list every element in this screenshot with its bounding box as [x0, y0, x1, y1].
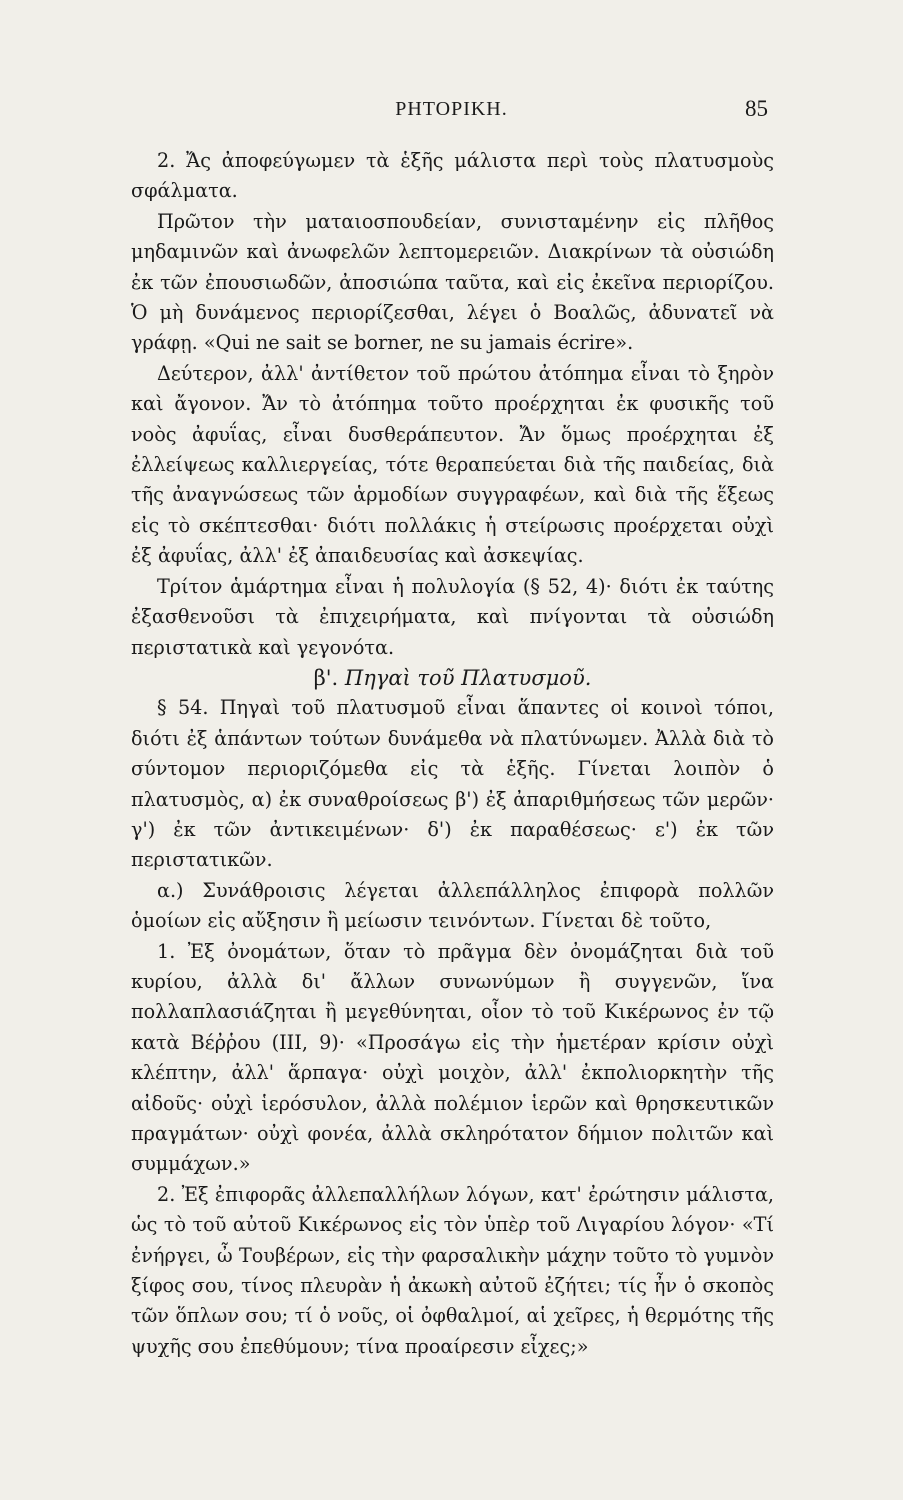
section-heading [131, 663, 774, 693]
page-number: 85 [745, 96, 768, 121]
paragraph: 2. Ἐξ ἐπιφορᾶς ἀλλεπαλλήλων λόγων, κατ' ἐρώτησιν μάλιστα, ὡς τὸ τοῦ αὐτοῦ Κικέρωνος εἰς τὸν ὑπὲρ τοῦ Λιγαρίου λόγον· «Τί ἐνήργει, ὦ Τουβέρων, εἰς τὴν φαρσαλικὴν μάχην τοῦτο τὸ γυμνὸν ξίφος σου, τίνος πλευρὰν ἡ ἀκωκὴ αὐτοῦ ἐζήτει; τίς ἦν ὁ σκοπὸς τῶν ὅπλων σου; τί ὁ νοῦς, οἱ ὀφθαλμοί, αἱ χεῖρες, ἡ θερμότης τῆς ψυχῆς σου ἐπεθύμουν; τίνα προαίρεσιν εἶχες;» [131, 1182, 774, 1358]
paragraph: Πρῶτον τὴν ματαιοσπουδείαν, συνισταμένην εἰς πλῆθος μηδαμινῶν καὶ ἀνωφελῶν λεπτομερειῶν. Διακρίνων τὰ οὐσιώδη ἐκ τῶν ἐπουσιωδῶν, ἀποσιώπα ταῦτα, καὶ εἰς ἐκεῖνα περιορίζου. Ὁ μὴ δυνάμενος περιορίζεσθαι, λέγει ὁ Βοαλῶς, ἀδυνατεῖ νὰ γράφῃ. «Qui ne sait se borner, ne su jamais écrire». [131, 209, 774, 355]
running-title: ΡΗΤΟΡΙΚΗ. [395, 98, 508, 120]
body-text [131, 146, 774, 1362]
section-title: Πηγαὶ τοῦ Πλατυσμοῦ. [344, 665, 592, 690]
paragraph: Δεύτερον, ἀλλ' ἀντίθετον τοῦ πρώτου ἀτόπημα εἶναι τὸ ξηρὸν καὶ ἄγονον. Ἄν τὸ ἀτόπημα τοῦτο προέρχηται ἐκ φυσικῆς τοῦ νοὸς ἀφυΐας, εἶναι δυσθεράπευτον. Ἄν ὅμως προέρχηται ἐξ ἐλλείψεως καλλιεργείας, τότε θεραπεύεται διὰ τῆς παιδείας, διὰ τῆς ἀναγνώσεως τῶν ἁρμοδίων συγγραφέων, καὶ διὰ τῆς ἕξεως εἰς τὸ σκέπτεσθαι· διότι πολλάκις ἡ στείρωσις προέρχεται οὐχὶ ἐξ ἀφυΐας, ἀλλ' ἐξ ἀπαιδευσίας καὶ ἀσκεψίας. [131, 361, 774, 568]
paragraph: 1. Ἐξ ὀνομάτων, ὅταν τὸ πρᾶγμα δὲν ὀνομάζηται διὰ τοῦ κυρίου, ἀλλὰ δι' ἄλλων συνωνύμων ἢ συγγενῶν, ἵνα πολλαπλασιάζηται ἢ μεγεθύνηται, οἷον τὸ τοῦ Κικέρωνος ἐν τῷ κατὰ Βέῤῥου (III, 9)· «Προσάγω εἰς τὴν ἡμετέραν κρίσιν οὐχὶ κλέπτην, ἀλλ' ἅρπαγα· οὐχὶ μοιχὸν, ἀλλ' ἐκπολιορκητὴν τῆς αἰδοῦς· οὐχὶ ἱερόσυλον, ἀλλὰ πολέμιον ἱερῶν καὶ θρησκευτικῶν πραγμάτων· οὐχὶ φονέα, ἀλλὰ σκληρότατον δήμιον πολιτῶν καὶ συμμάχων.» [131, 939, 774, 1176]
paragraph: Τρίτον ἁμάρτημα εἶναι ἡ πολυλογία (§ 52, 4)· διότι ἐκ ταύτης ἐξασθενοῦσι τὰ ἐπιχειρήματα, καὶ πνίγονται τὰ οὐσιώδη περιστατικὰ καὶ γεγονότα. [131, 574, 774, 659]
paragraph: 2. Ἄς ἀποφεύγωμεν τὰ ἑξῆς μάλιστα περὶ τοὺς πλατυσμοὺς σφάλματα. [131, 149, 774, 203]
section-number: β'. [313, 665, 339, 690]
paragraph: α.) Συνάθροισις λέγεται ἀλλεπάλληλος ἐπιφορὰ πολλῶν ὁμοίων εἰς αὔξησιν ἢ μείωσιν τεινόντων. Γίνεται δὲ τοῦτο, [131, 878, 774, 933]
paragraph: § 54. Πηγαὶ τοῦ πλατυσμοῦ εἶναι ἅπαντες οἱ κοινοὶ τόποι, διότι ἐξ ἁπάντων τούτων δυνάμεθα νὰ πλατύνωμεν. Ἀλλὰ διὰ τὸ σύντομον περιοριζόμεθα εἰς τὰ ἑξῆς. Γίνεται λοιπὸν ὁ πλατυσμὸς, α) ἐκ συναθροίσεως β') ἐξ ἀπαριθμήσεως τῶν μερῶν· γ') ἐκ τῶν ἀντικειμένων· δ') ἐκ παραθέσεως· ε') ἐκ τῶν περιστατικῶν. [131, 696, 774, 872]
page-header [135, 98, 768, 134]
